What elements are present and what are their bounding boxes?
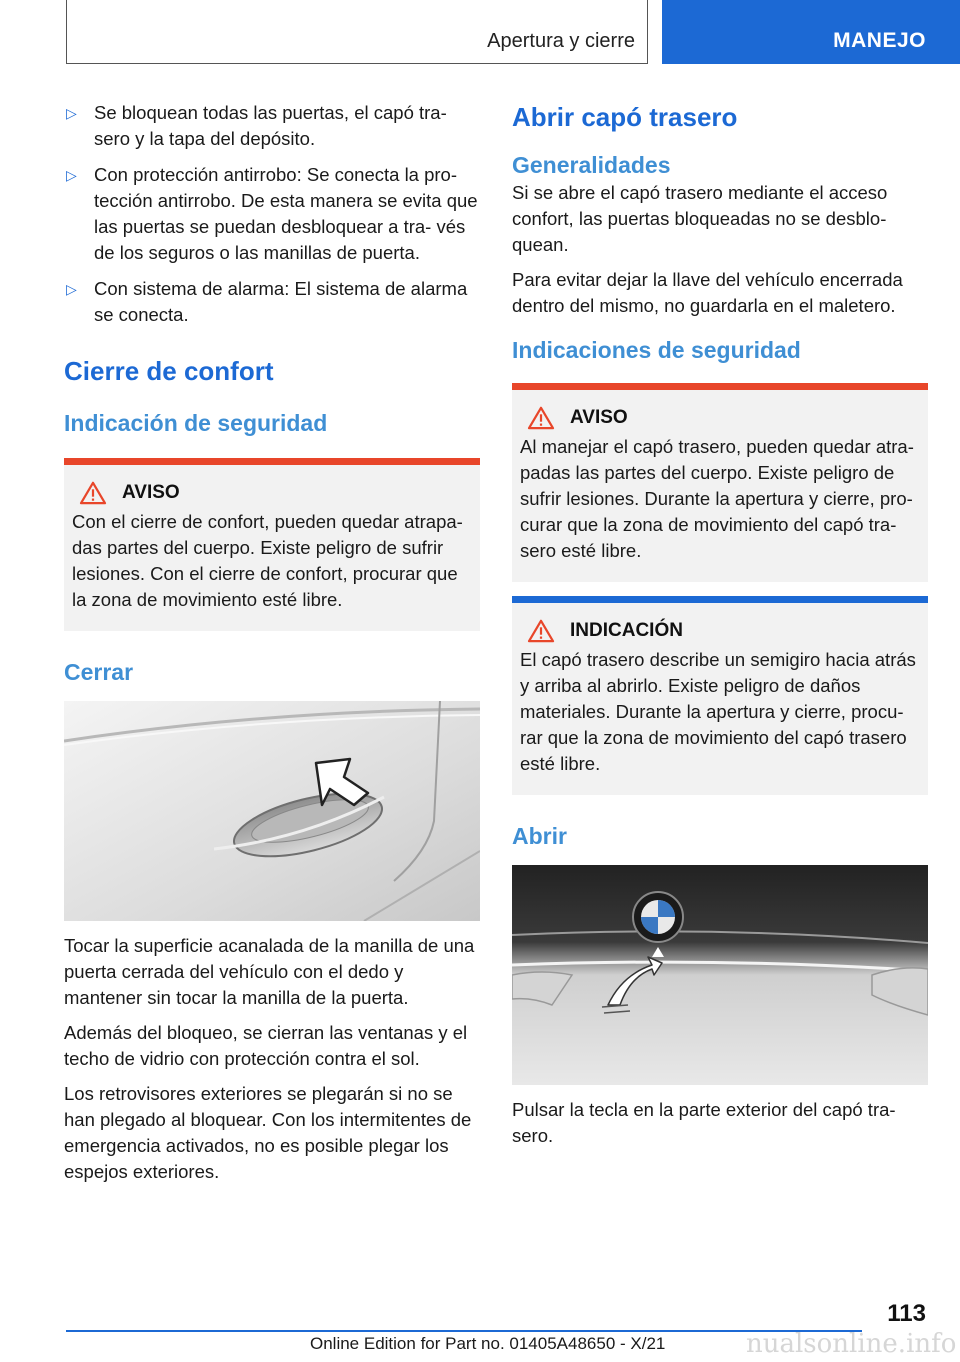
heading-cerrar: Cerrar [64,659,134,685]
triangle-bullet-icon: ▷ [66,105,77,121]
trunk-button-figure [512,865,928,1085]
warning-text: Con el cierre de confort, pueden quedar atrapa‐ das partes del cuerpo. Existe peligro de sufrir lesiones. Con el cierre de confort, procurar que la zona de movimiento esté libre. [72,511,463,610]
footer-edition: Online Edition for Part no. 01405A48650 - X/21 [310,1334,666,1353]
warning-triangle-icon [526,619,556,643]
page-number: 113 [887,1300,926,1327]
warning-box [64,458,480,631]
heading-abrir: Abrir [512,823,567,849]
watermark: nualsonline.info [746,1329,957,1359]
list-item [64,100,480,152]
heading-cierre-confort: Cierre de confort [64,356,274,386]
paragraph-generalidades-2: Para evitar dejar la llave del vehículo encerrada dentro del mismo, no guardarla en el maletero. [512,269,903,316]
warning-triangle-icon [78,481,108,505]
warning-title: AVISO [122,482,180,503]
info-text: El capó trasero describe un semigiro hacia atrás y arriba al abrirlo. Existe peligro de daños materiales. Durante la apertura y cierre, procu‐ rar que la zona de movimiento del capó trasero esté libre. [520,649,916,774]
list-item-text: Con protección antirrobo: Se conecta la pro‐ tección antirrobo. De esta manera se evita que las puertas se puedan desbloquear a tra‐ vés de los seguros o las manillas de puerta. [94,164,478,263]
list-item [64,162,480,266]
warning-triangle-icon [526,406,556,430]
trunk-button-illustration [512,865,928,1085]
header-section-tab [66,0,648,64]
heading-generalidades: Generalidades [512,152,671,178]
heading-indicaciones-seguridad: Indicaciones de seguridad [512,337,801,363]
paragraph-generalidades-1: Si se abre el capó trasero mediante el acceso confort, las puertas bloqueadas no se desblo‐ quean. [512,182,888,255]
door-handle-illustration [64,701,480,921]
header-chapter-tab [662,0,960,64]
info-title: INDICACIÓN [570,620,683,641]
section-title: Apertura y cierre [487,30,635,52]
door-handle-figure [64,701,480,921]
triangle-bullet-icon: ▷ [66,167,77,183]
list-item-text: Con sistema de alarma: El sistema de alarma se conecta. [94,278,468,325]
list-item [64,276,480,328]
paragraph-ademas: Además del bloqueo, se cierran las ventanas y el techo de vidrio con protección contra el sol. [64,1022,468,1069]
paragraph-pulsar: Pulsar la tecla en la parte exterior del capó tra‐ sero. [512,1099,896,1146]
paragraph-tocar: Tocar la superficie acanalada de la manilla de una puerta cerrada del vehículo con el dedo y mantener sin tocar la manilla de la puerta. [64,935,475,1008]
heading-indicacion-seguridad: Indicación de seguridad [64,410,328,436]
chapter-title: MANEJO [833,29,926,52]
left-column [64,100,480,1194]
list-item-text: Se bloquean todas las puertas, el capó tra‐ sero y la tapa del depósito. [94,102,447,149]
warning-box [512,383,928,582]
warning-text: Al manejar el capó trasero, pueden quedar atra‐ padas las partes del cuerpo. Existe peligro de sufrir lesiones. Durante la apertura y cierre, pro‐ curar que la zona de movimiento del capó tra‐ sero esté libre. [520,436,914,561]
info-box [512,596,928,795]
paragraph-retrovisores: Los retrovisores exteriores se plegarán si no se han plegado al bloquear. Con los intermitentes de emergencia activados, no es posible plegar los espejos exteriores. [64,1083,472,1182]
footer-divider [66,1330,862,1332]
triangle-bullet-icon: ▷ [66,281,77,297]
heading-abrir-capo: Abrir capó trasero [512,102,738,132]
right-column [512,100,928,1158]
warning-title: AVISO [570,407,628,428]
